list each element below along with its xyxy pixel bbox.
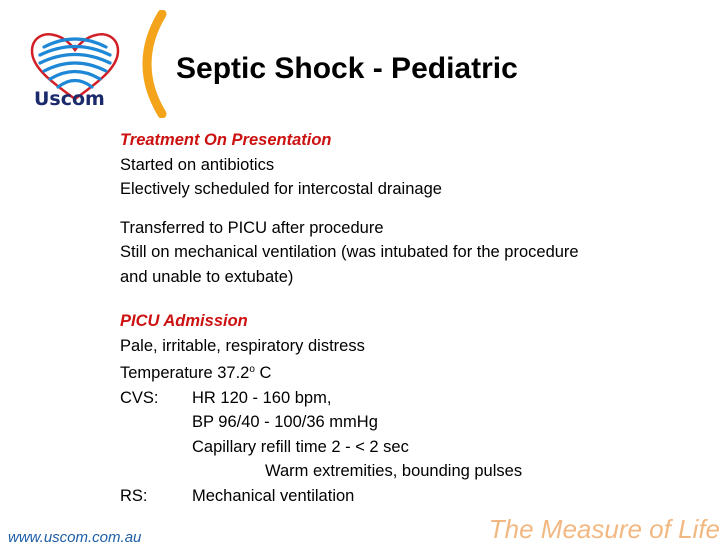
slide-title: Septic Shock - Pediatric [176, 52, 518, 85]
text-line: Pale, irritable, respiratory distress [120, 336, 365, 355]
cvs-item: HR 120 - 160 bpm, [192, 388, 332, 407]
logo-wordmark: Uscom [34, 88, 105, 110]
cvs-label: CVS: [120, 388, 159, 407]
rs-value: Mechanical ventilation [192, 486, 355, 505]
text-line: Transferred to PICU after procedure [120, 218, 384, 237]
section-heading-picu: PICU Admission [120, 312, 248, 330]
temperature-text: Temperature 37.2 [120, 364, 250, 382]
slide-content [120, 128, 680, 508]
cvs-item: Capillary refill time 2 - < 2 sec [192, 437, 409, 456]
cvs-extra: Warm extremities, bounding pulses [265, 462, 523, 480]
rs-line [120, 484, 680, 509]
section-heading-treatment: Treatment On Presentation [120, 131, 332, 149]
cvs-line [120, 386, 680, 411]
footer-tagline: The Measure of Life [488, 514, 720, 544]
temperature-unit: C [254, 364, 272, 382]
cvs-item: BP 96/40 - 100/36 mmHg [192, 413, 378, 431]
brand-parenthesis-icon [128, 10, 168, 118]
temperature-line [120, 358, 680, 386]
degree-superscript: o [249, 364, 255, 375]
text-line: Started on antibiotics [120, 155, 275, 174]
text-line: and unable to extubate) [120, 267, 294, 286]
text-line: Electively scheduled for intercostal drainage [120, 180, 442, 198]
text-line: Still on mechanical ventilation (was intubated for the procedure [120, 243, 579, 261]
footer-url-link[interactable]: www.uscom.com.au [8, 529, 142, 546]
rs-label: RS: [120, 486, 148, 505]
